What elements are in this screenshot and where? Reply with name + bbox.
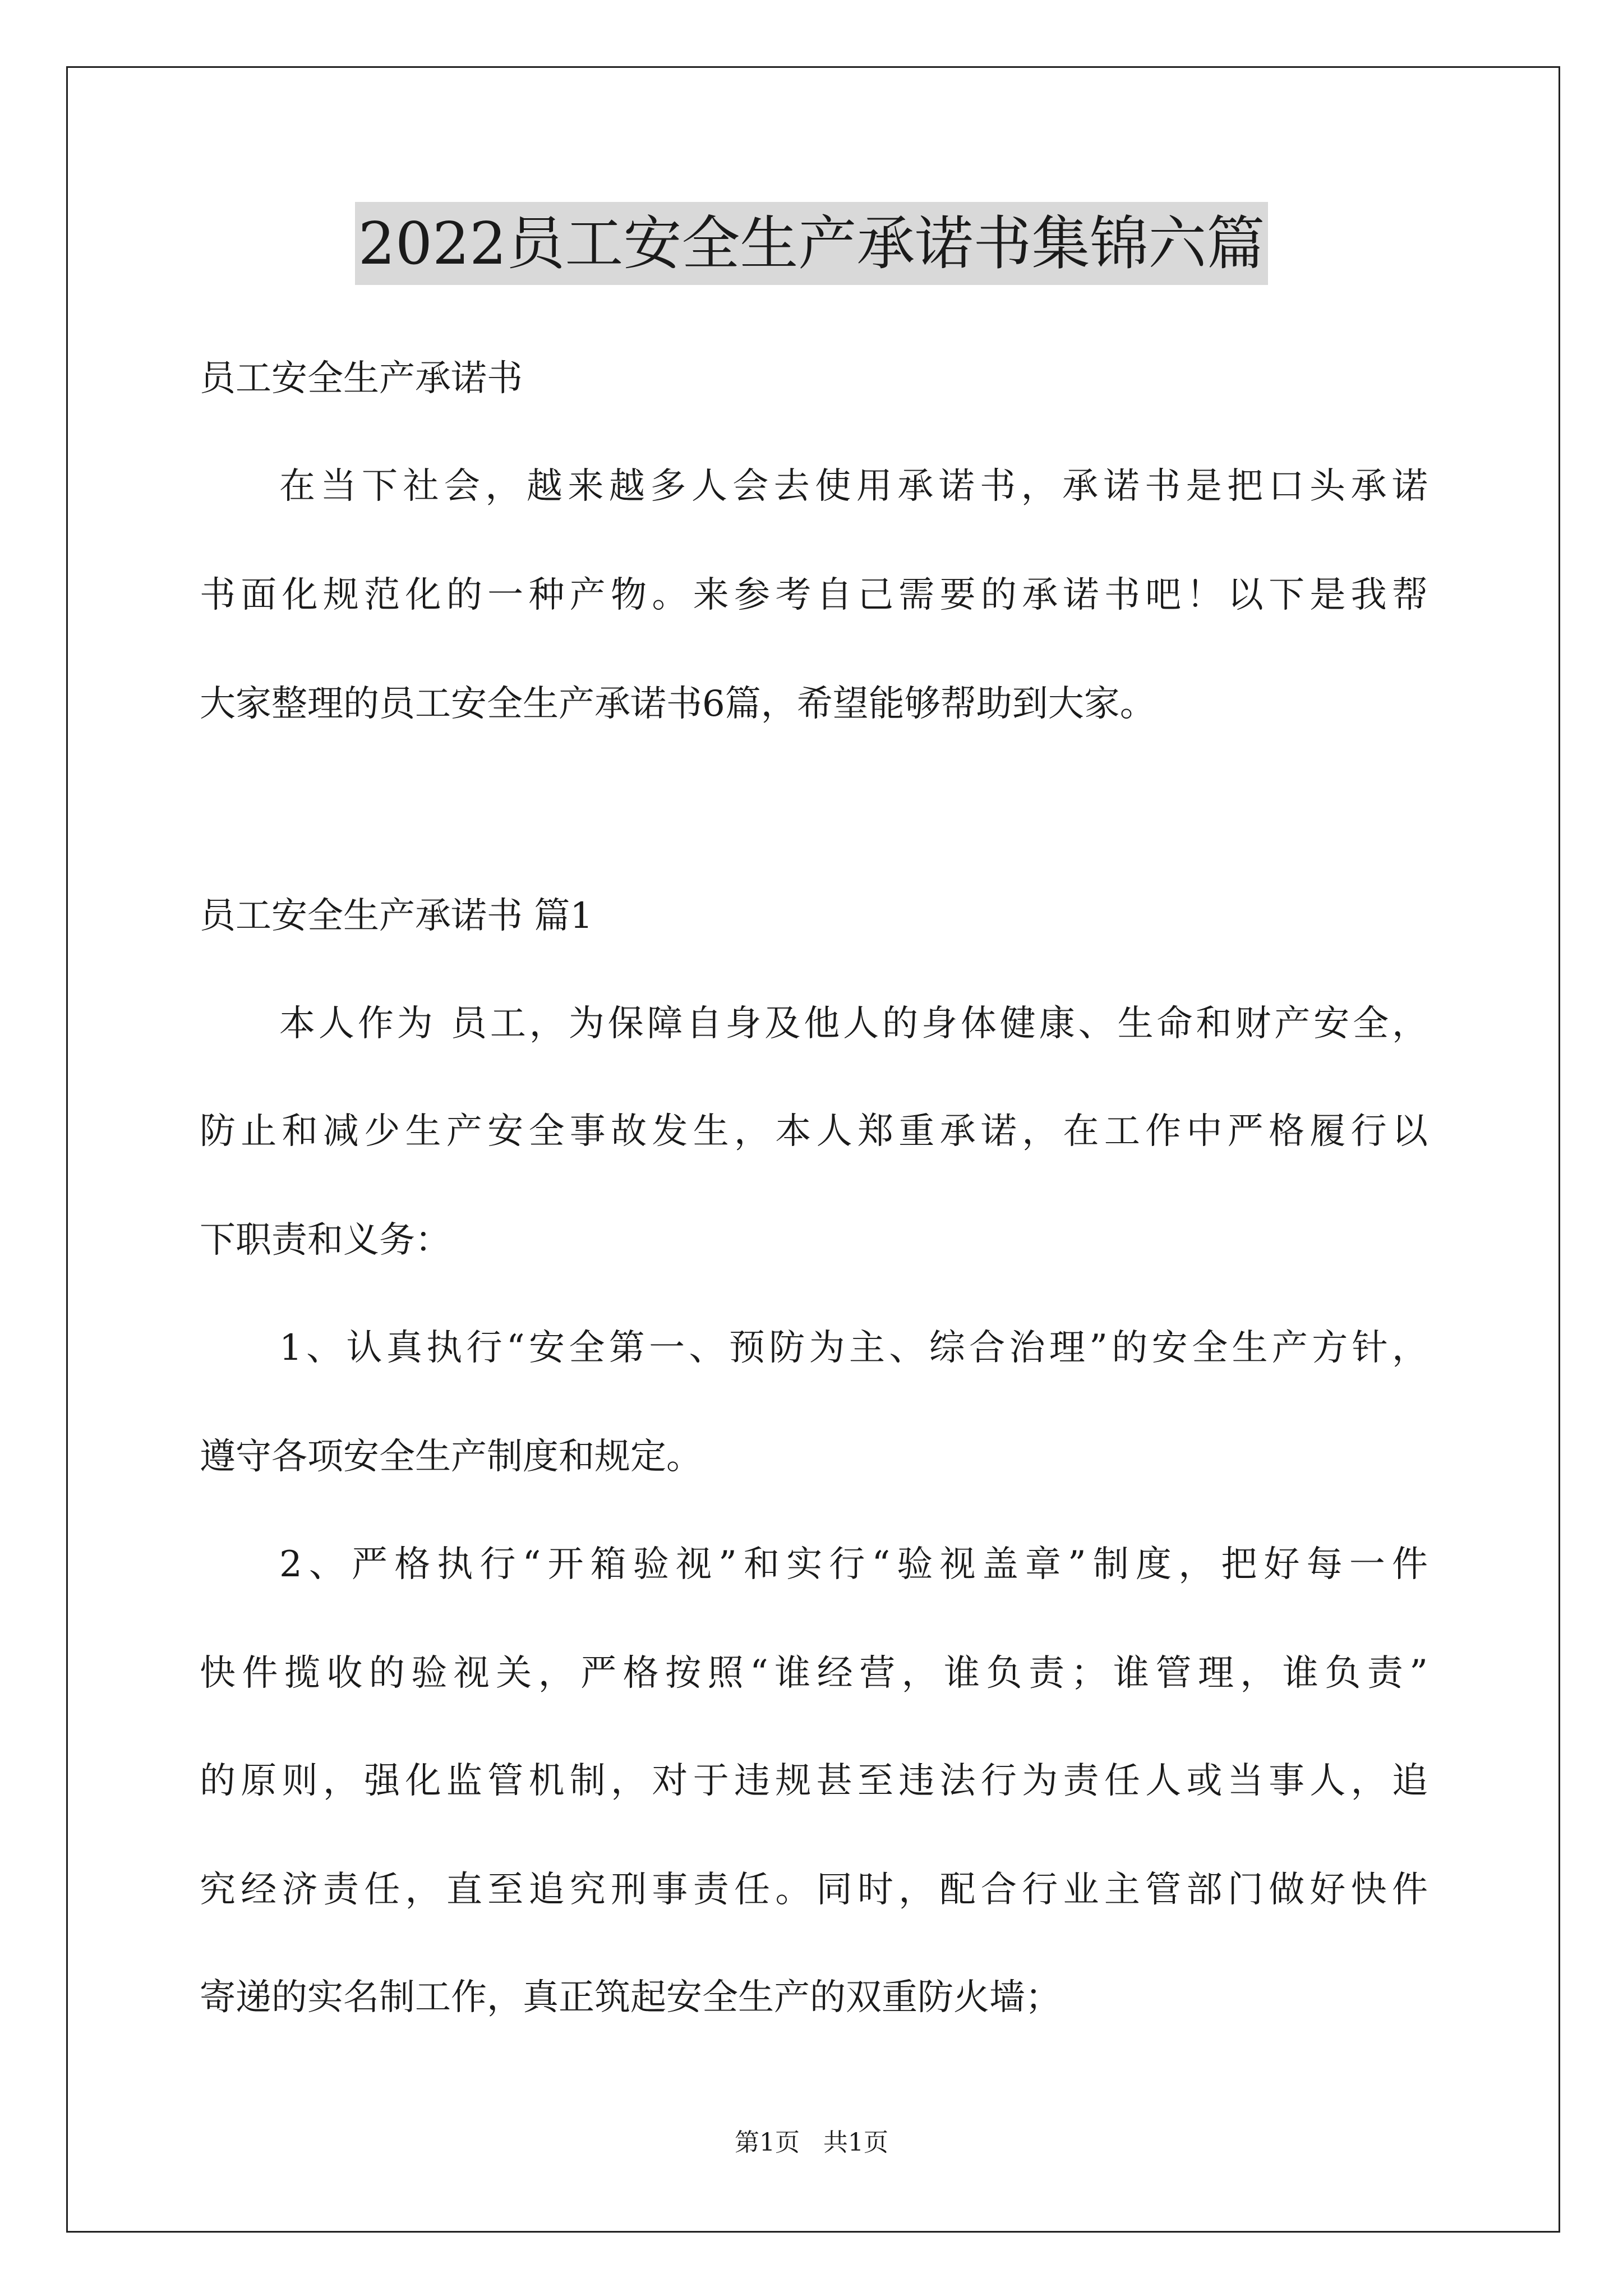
body-line-2: 防止和减少生产安全事故发生，本人郑重承诺，在工作中严格履行以 xyxy=(200,1111,1428,1152)
body-line-9: 究经济责任，直至追究刑事责任。同时，配合行业主管部门做好快件 xyxy=(200,1869,1428,1911)
title-wrap xyxy=(0,202,1623,285)
body-line-7: 快件揽收的验视关，严格按照“谁经营，谁负责；谁管理，谁负责” xyxy=(200,1653,1428,1694)
intro-line-2: 书面化规范化的一种产物。来参考自己需要的承诺书吧！以下是我帮 xyxy=(200,574,1428,616)
body-line-5: 遵守各项安全生产制度和规定。 xyxy=(200,1436,702,1478)
body-line-1: 本人作为 员工，为保障自身及他人的身体健康、生命和财产安全， xyxy=(279,1003,1428,1045)
body-line-6: 2、严格执行“开箱验视”和实行“验视盖章”制度，把好每一件 xyxy=(279,1544,1428,1585)
document-title: 2022员工安全生产承诺书集锦六篇 xyxy=(355,202,1269,285)
body-line-8: 的原则，强化监管机制，对于违规甚至违法行为责任人或当事人，追 xyxy=(200,1760,1428,1802)
body-line-10: 寄递的实名制工作，真正筑起安全生产的双重防火墙； xyxy=(200,1977,1061,2018)
page-number-current: 第1页 xyxy=(735,2128,800,2157)
chapter-heading: 员工安全生产承诺书 篇1 xyxy=(200,895,593,937)
page-number-total: 共1页 xyxy=(823,2128,888,2157)
body-line-4: 1、认真执行“安全第一、预防为主、综合治理”的安全生产方针， xyxy=(279,1327,1428,1369)
body-line-3: 下职责和义务： xyxy=(200,1220,451,1261)
intro-line-3: 大家整理的员工安全生产承诺书6篇，希望能够帮助到大家。 xyxy=(200,683,1156,725)
section-heading: 员工安全生产承诺书 xyxy=(200,358,523,399)
page-footer xyxy=(0,2126,1623,2160)
intro-line-1: 在当下社会，越来越多人会去使用承诺书，承诺书是把口头承诺 xyxy=(279,466,1428,507)
